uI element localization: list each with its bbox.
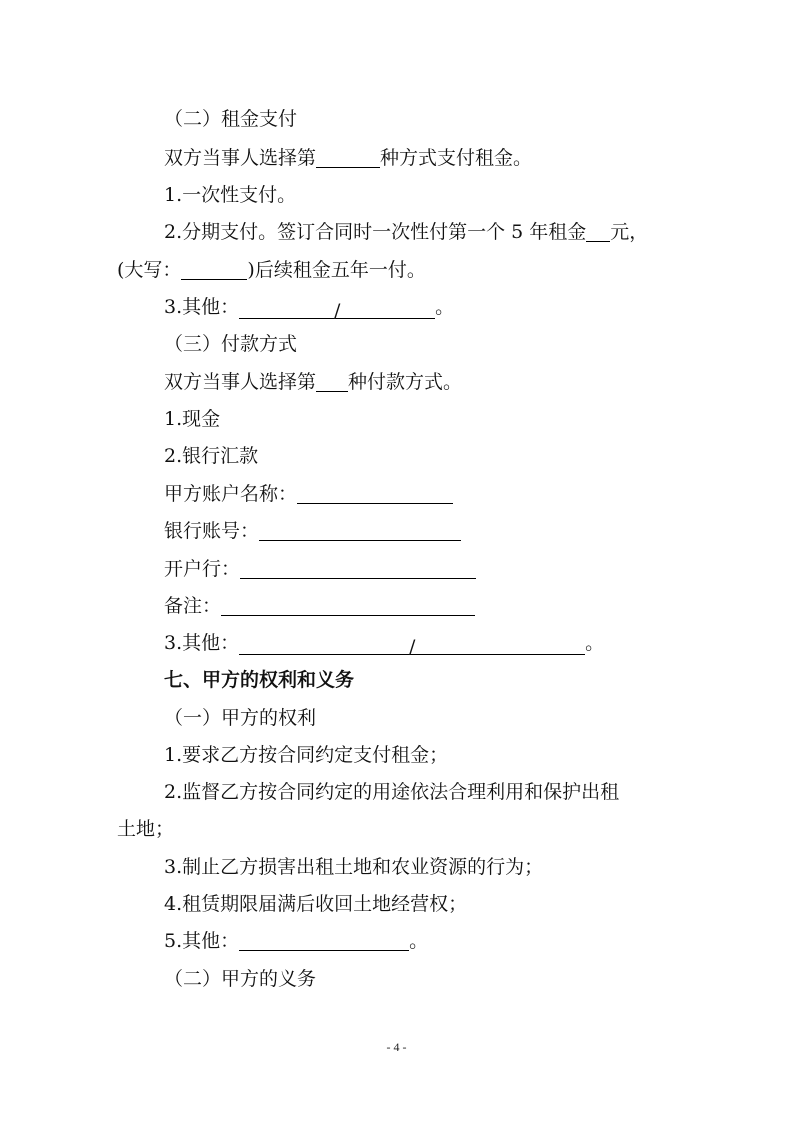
amount-in-words-blank[interactable] — [181, 259, 247, 280]
right-2-cont: 土地； — [117, 818, 175, 840]
duties-heading: （二）甲方的义务 — [164, 968, 317, 990]
rent-other-blank[interactable]: / — [239, 298, 435, 319]
bank-row: 开户行： — [164, 556, 476, 582]
right-3: 3.制止乙方损害出租土地和农业资源的行为； — [164, 856, 544, 878]
rights-heading: （一）甲方的权利 — [164, 707, 317, 729]
page-number: - 4 - — [386, 1040, 407, 1054]
right-other-blank[interactable] — [239, 930, 409, 951]
payment-option-blank[interactable] — [316, 371, 348, 392]
first-rent-amount-blank[interactable] — [586, 221, 610, 242]
bank-field[interactable] — [240, 558, 476, 579]
rent-payment-heading: （二）租金支付 — [164, 108, 298, 130]
account-number-row: 银行账号： — [164, 518, 461, 544]
payment-method-choice: 双方当事人选择第 种付款方式。 — [164, 371, 463, 393]
remark-field[interactable] — [221, 595, 475, 616]
payment-option-cash: 1.现金 — [164, 408, 221, 430]
account-number-field[interactable] — [259, 520, 461, 541]
rent-option-2-cont: (大写： )后续租金五年一付。 — [117, 259, 426, 281]
section-seven-title: 七、甲方的权利和义务 — [164, 669, 355, 691]
payment-other-blank[interactable]: / — [239, 634, 585, 655]
rent-option-blank[interactable] — [316, 147, 380, 168]
payment-method-heading: （三）付款方式 — [164, 333, 298, 355]
right-4: 4.租赁期限届满后收回土地经营权； — [164, 893, 468, 915]
rent-option-2: 2.分期支付。签订合同时一次性付第一个 5 年租金 元， — [164, 221, 649, 243]
right-5: 5.其他： 。 — [164, 930, 429, 952]
right-1: 1.要求乙方按合同约定支付租金； — [164, 744, 449, 766]
rent-option-1: 1.一次性支付。 — [164, 184, 297, 206]
rent-payment-choice: 双方当事人选择第 种方式支付租金。 — [164, 147, 533, 169]
payment-option-bank: 2.银行汇款 — [164, 445, 259, 467]
rent-option-3: 3.其他： / 。 — [164, 296, 455, 322]
right-2: 2.监督乙方按合同约定的用途依法合理利用和保护出租 — [164, 781, 620, 803]
payment-option-other: 3.其他： / 。 — [164, 632, 605, 658]
remark-row: 备注： — [164, 593, 475, 619]
account-name-row: 甲方账户名称： — [164, 481, 453, 507]
account-name-field[interactable] — [297, 483, 453, 504]
